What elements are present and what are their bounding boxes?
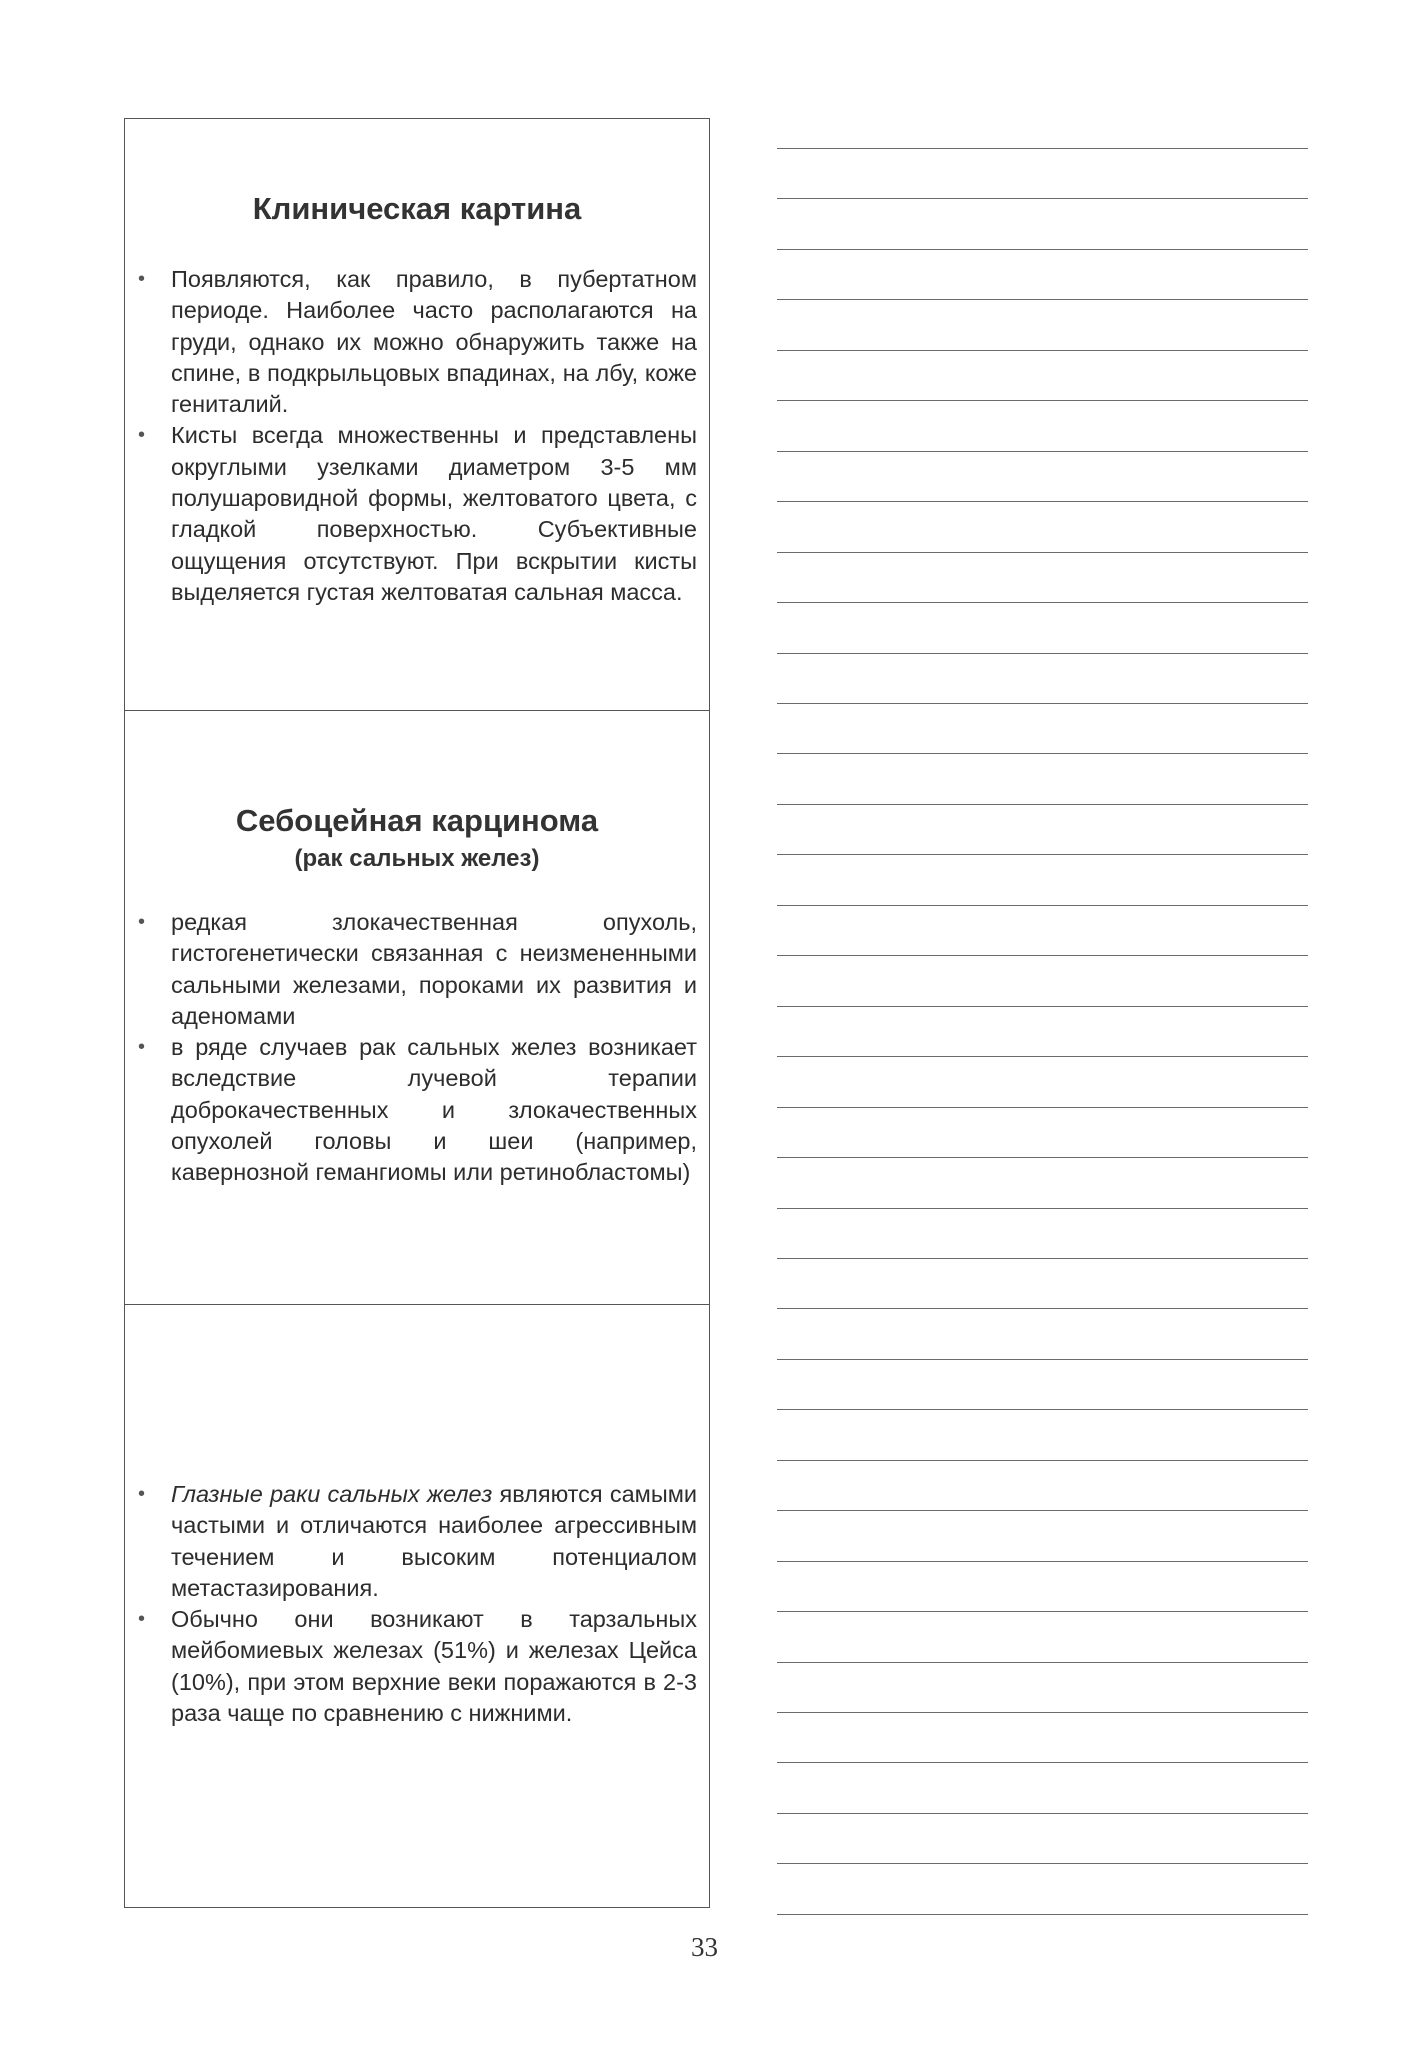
note-line: [777, 602, 1308, 603]
note-line: [777, 905, 1308, 906]
note-line: [777, 1712, 1308, 1713]
italic-term: Глазные раки сальных желез: [171, 1481, 493, 1507]
note-line: [777, 501, 1308, 502]
page-number: 33: [691, 1932, 718, 1962]
note-line: [777, 1561, 1308, 1562]
note-line: [777, 1056, 1308, 1057]
list-item: • в ряде случаев рак сальных желез возникает вследствие лучевой терапии доброкачественных и злокачественных опухолей головы и шеи (например, кавернозной гемангиомы или ретинобластомы): [171, 1032, 697, 1188]
note-line: [777, 1258, 1308, 1259]
note-line: [777, 1208, 1308, 1209]
section-clinical-picture: [125, 119, 709, 711]
note-line: [777, 552, 1308, 553]
note-line: [777, 1107, 1308, 1108]
note-lines: [777, 0, 1308, 2050]
note-line: [777, 854, 1308, 855]
item-text: являются самыми частыми и отличаются наиболее агрессивным течением и высоким потенциалом метастазирования.: [171, 1481, 698, 1601]
section-subtitle: (рак сальных желез): [294, 845, 540, 872]
list-item: [171, 1479, 697, 1604]
note-line: [777, 753, 1308, 754]
section-title: Себоцейная карцинома: [235, 803, 599, 838]
bullet-list: [171, 264, 697, 608]
note-line: [777, 1611, 1308, 1612]
note-line: [777, 1662, 1308, 1663]
note-line: [777, 1006, 1308, 1007]
note-line: [777, 249, 1308, 250]
note-line: [777, 299, 1308, 300]
section-ocular-carcinoma: [125, 1305, 709, 1907]
note-line: [777, 955, 1308, 956]
note-line: [777, 148, 1308, 149]
note-line: [777, 1409, 1308, 1410]
note-line: [777, 400, 1308, 401]
note-line: [777, 1460, 1308, 1461]
note-line: [777, 198, 1308, 199]
note-line: [777, 1914, 1308, 1915]
section-title: Клиническая картина: [252, 191, 582, 226]
note-line: [777, 1308, 1308, 1309]
list-item: • редкая злокачественная опухоль, гистогенетически связанная с неизмененными сальными железами, пороками их развития и аденомами: [171, 907, 697, 1032]
note-line: [777, 703, 1308, 704]
note-line: [777, 350, 1308, 351]
note-line: [777, 451, 1308, 452]
note-line: [777, 1813, 1308, 1814]
content-frame: [124, 118, 710, 1908]
section-sebaceous-carcinoma: [125, 711, 709, 1305]
note-line: [777, 1863, 1308, 1864]
note-line: [777, 1762, 1308, 1763]
list-item: • Появляются, как правило, в пубертатном периоде. Наиболее часто располагаются на груди, однако их можно обнаружить также на спине, в подкрыльцовых впадинах, на лбу, коже гениталий.: [171, 264, 697, 420]
list-item: • Кисты всегда множественны и представлены округлыми узелками диаметром 3-5 мм полушаровидной формы, желтоватого цвета, с гладкой поверхностью. Субъективные ощущения отсутствуют. При вскрытии кисты выделяется густая желтоватая сальная масса.: [171, 420, 697, 608]
note-line: [777, 804, 1308, 805]
note-line: [777, 1157, 1308, 1158]
bullet-list: [171, 907, 697, 1189]
note-line: [777, 653, 1308, 654]
note-line: [777, 1359, 1308, 1360]
bullet-list: [171, 1479, 697, 1729]
list-item: • Обычно они возникают в тарзальных мейбомиевых железах (51%) и железах Цейса (10%), при этом верхние веки поражаются в 2-3 раза чаще по сравнению с нижними.: [171, 1604, 697, 1729]
note-line: [777, 1510, 1308, 1511]
